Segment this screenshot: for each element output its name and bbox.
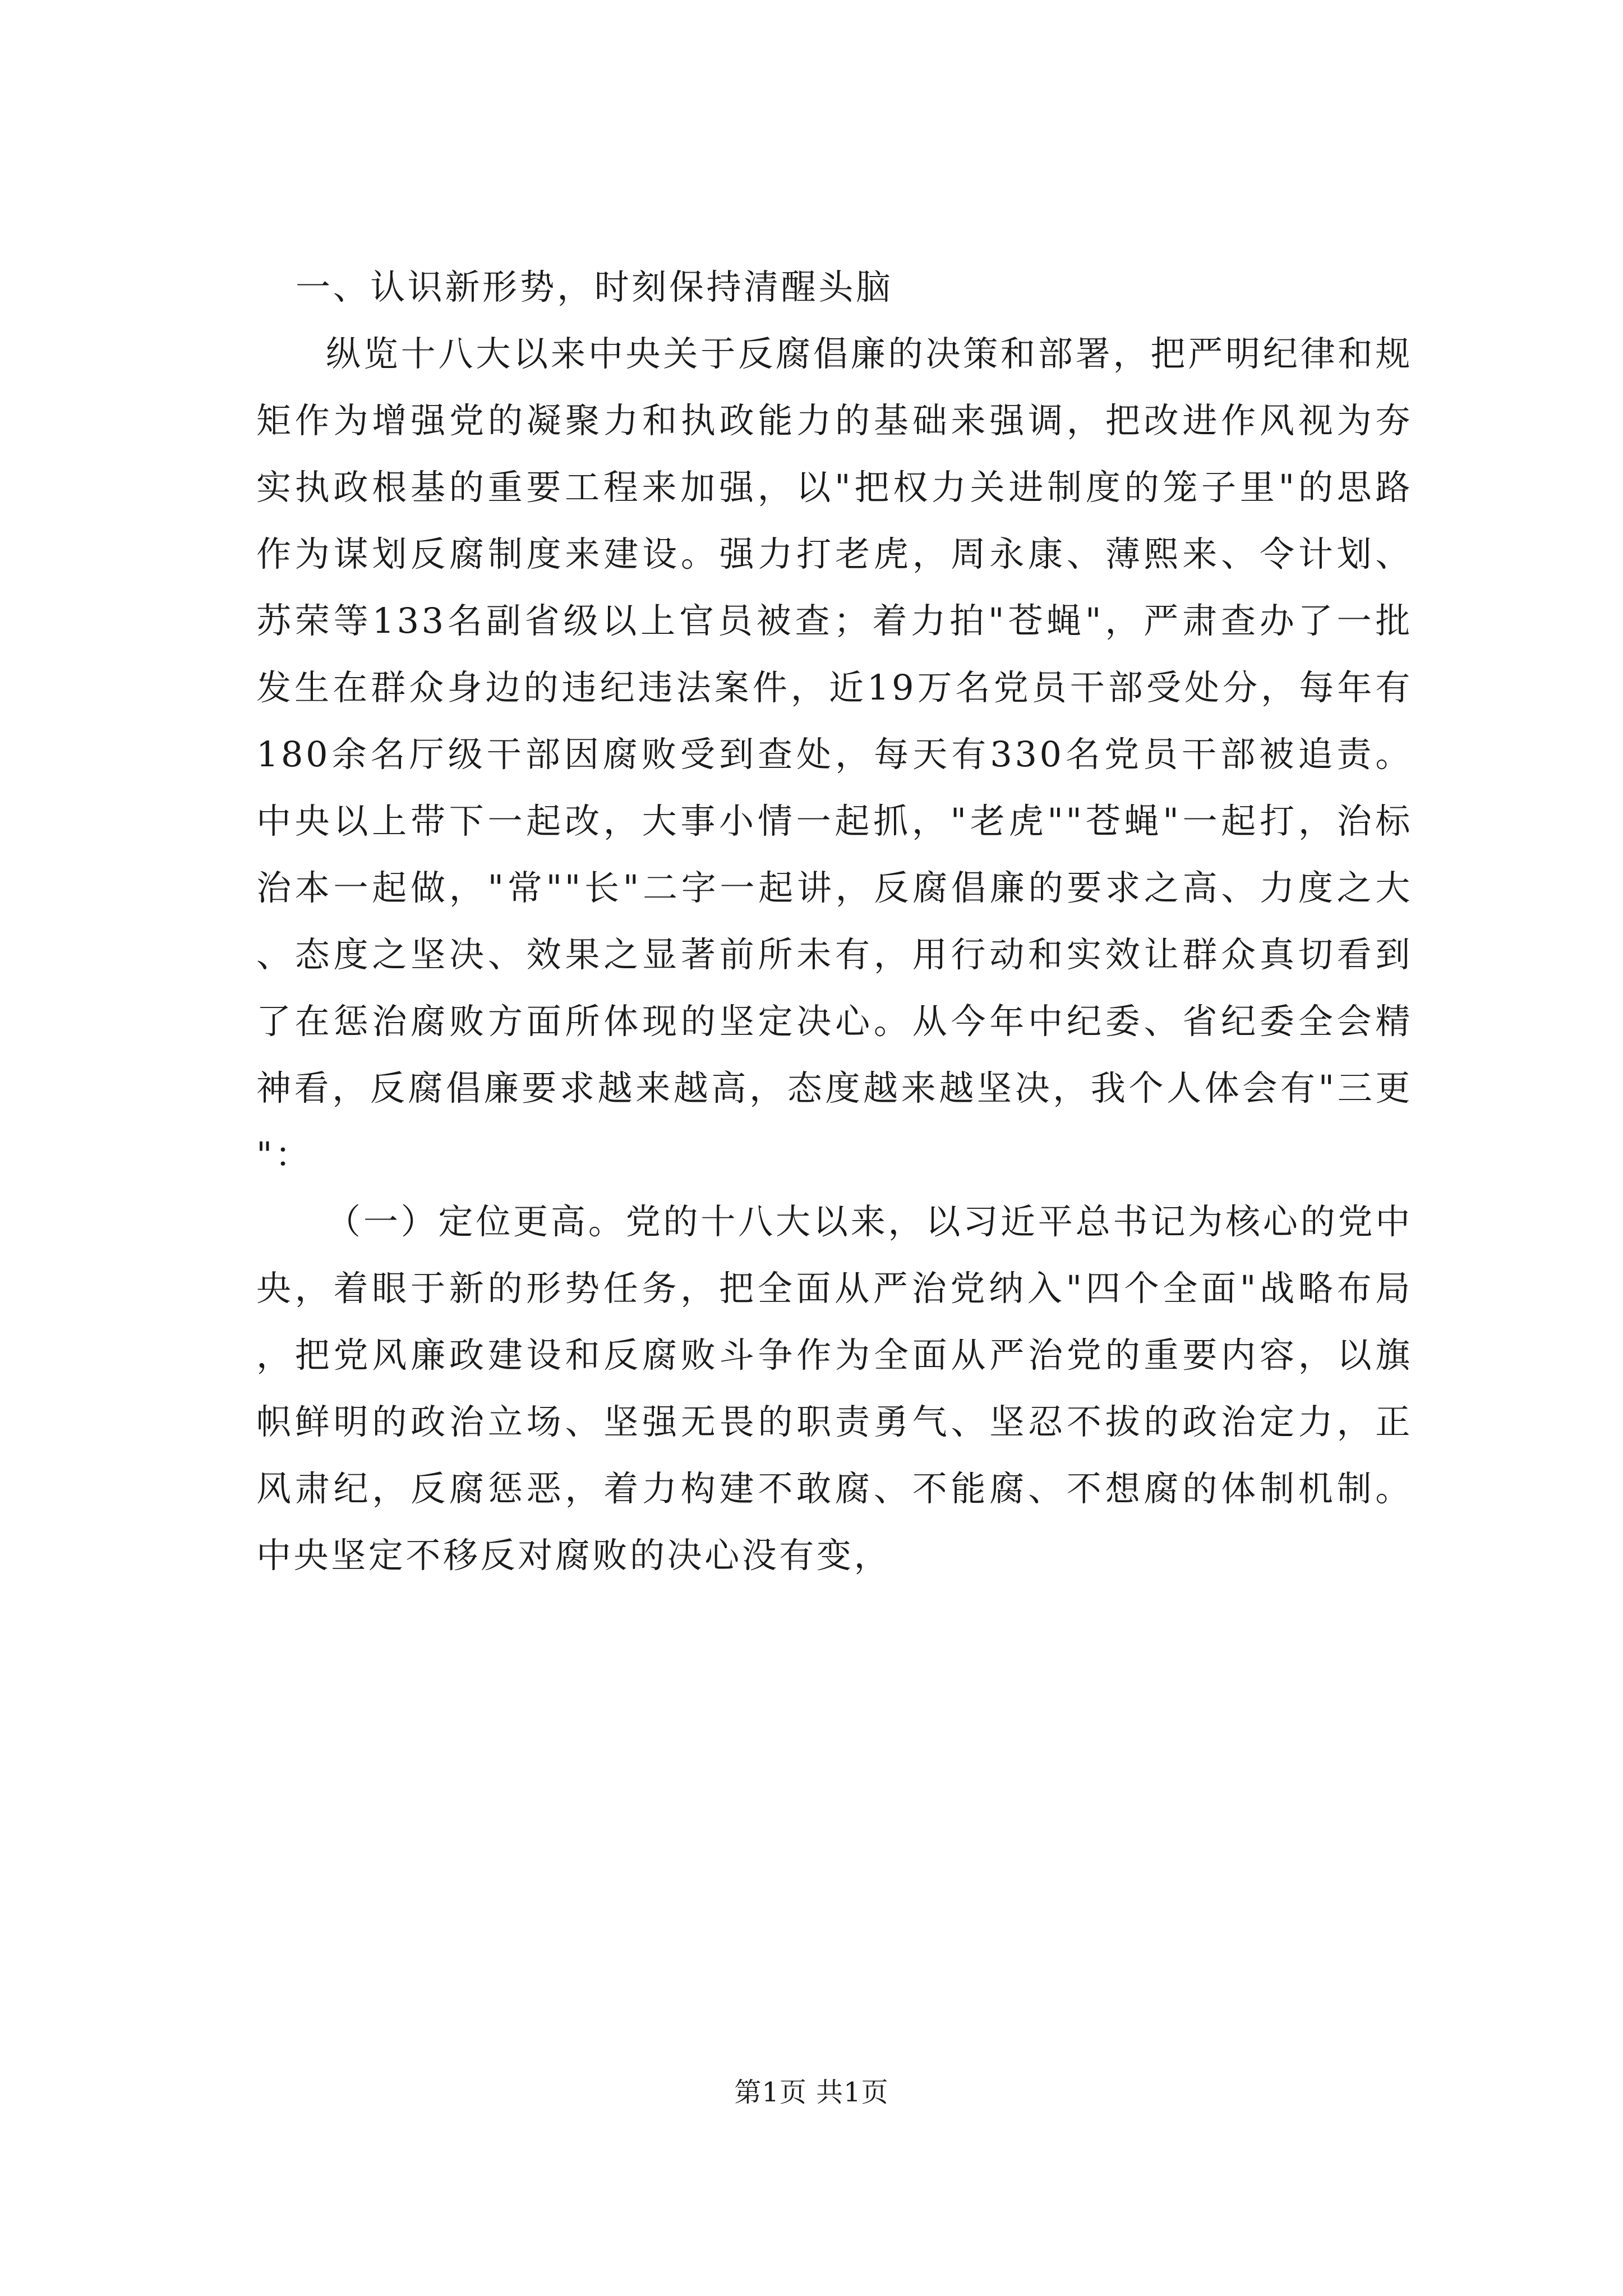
document-body xyxy=(256,254,1413,1589)
section-heading: 一、认识新形势，时刻保持清醒头脑 xyxy=(296,266,893,307)
paragraph-2: （一）定位更高。党的十八大以来，以习近平总书记为核心的党中央，着眼于新的形势任务，把全面从严治党纳入"四个全面"战略布局，把党风廉政建设和反腐败斗争作为全面从严治党的重要内容，以旗帜鲜明的政治立场、坚强无畏的职责勇气、坚忍不拔的政治定力，正风肃纪，反腐惩恶，着力构建不敢腐、不能腐、不想腐的体制机制。中央坚定不移反对腐败的决心没有变， xyxy=(256,1201,1413,1576)
paragraph-1: 纵览十八大以来中央关于反腐倡廉的决策和部署，把严明纪律和规矩作为增强党的凝聚力和执政能力的基础来强调，把改进作风视为夯实执政根基的重要工程来加强，以"把权力关进制度的笼子里"的思路作为谋划反腐制度来建设。强力打老虎，周永康、薄熙来、令计划、苏荣等133名副省级以上官员被查；着力拍"苍蝇"，严肃查办了一批发生在群众身边的违纪违法案件，近19万名党员干部受处分，每年有180余名厅级干部因腐败受到查处，每天有330名党员干部被追责。中央以上带下一起改，大事小情一起抓，"老虎""苍蝇"一起打，治标治本一起做，"常""长"二字一起讲，反腐倡廉的要求之高、力度之大、态度之坚决、效果之显著前所未有，用行动和实效让群众真切看到了在惩治腐败方面所体现的坚定决心。从今年中纪委、省纪委全会精神看，反腐倡廉要求越来越高，态度越来越坚决，我个人体会有"三更"： xyxy=(256,333,1413,1175)
page-footer: 第1页 共1页 xyxy=(734,2077,889,2108)
